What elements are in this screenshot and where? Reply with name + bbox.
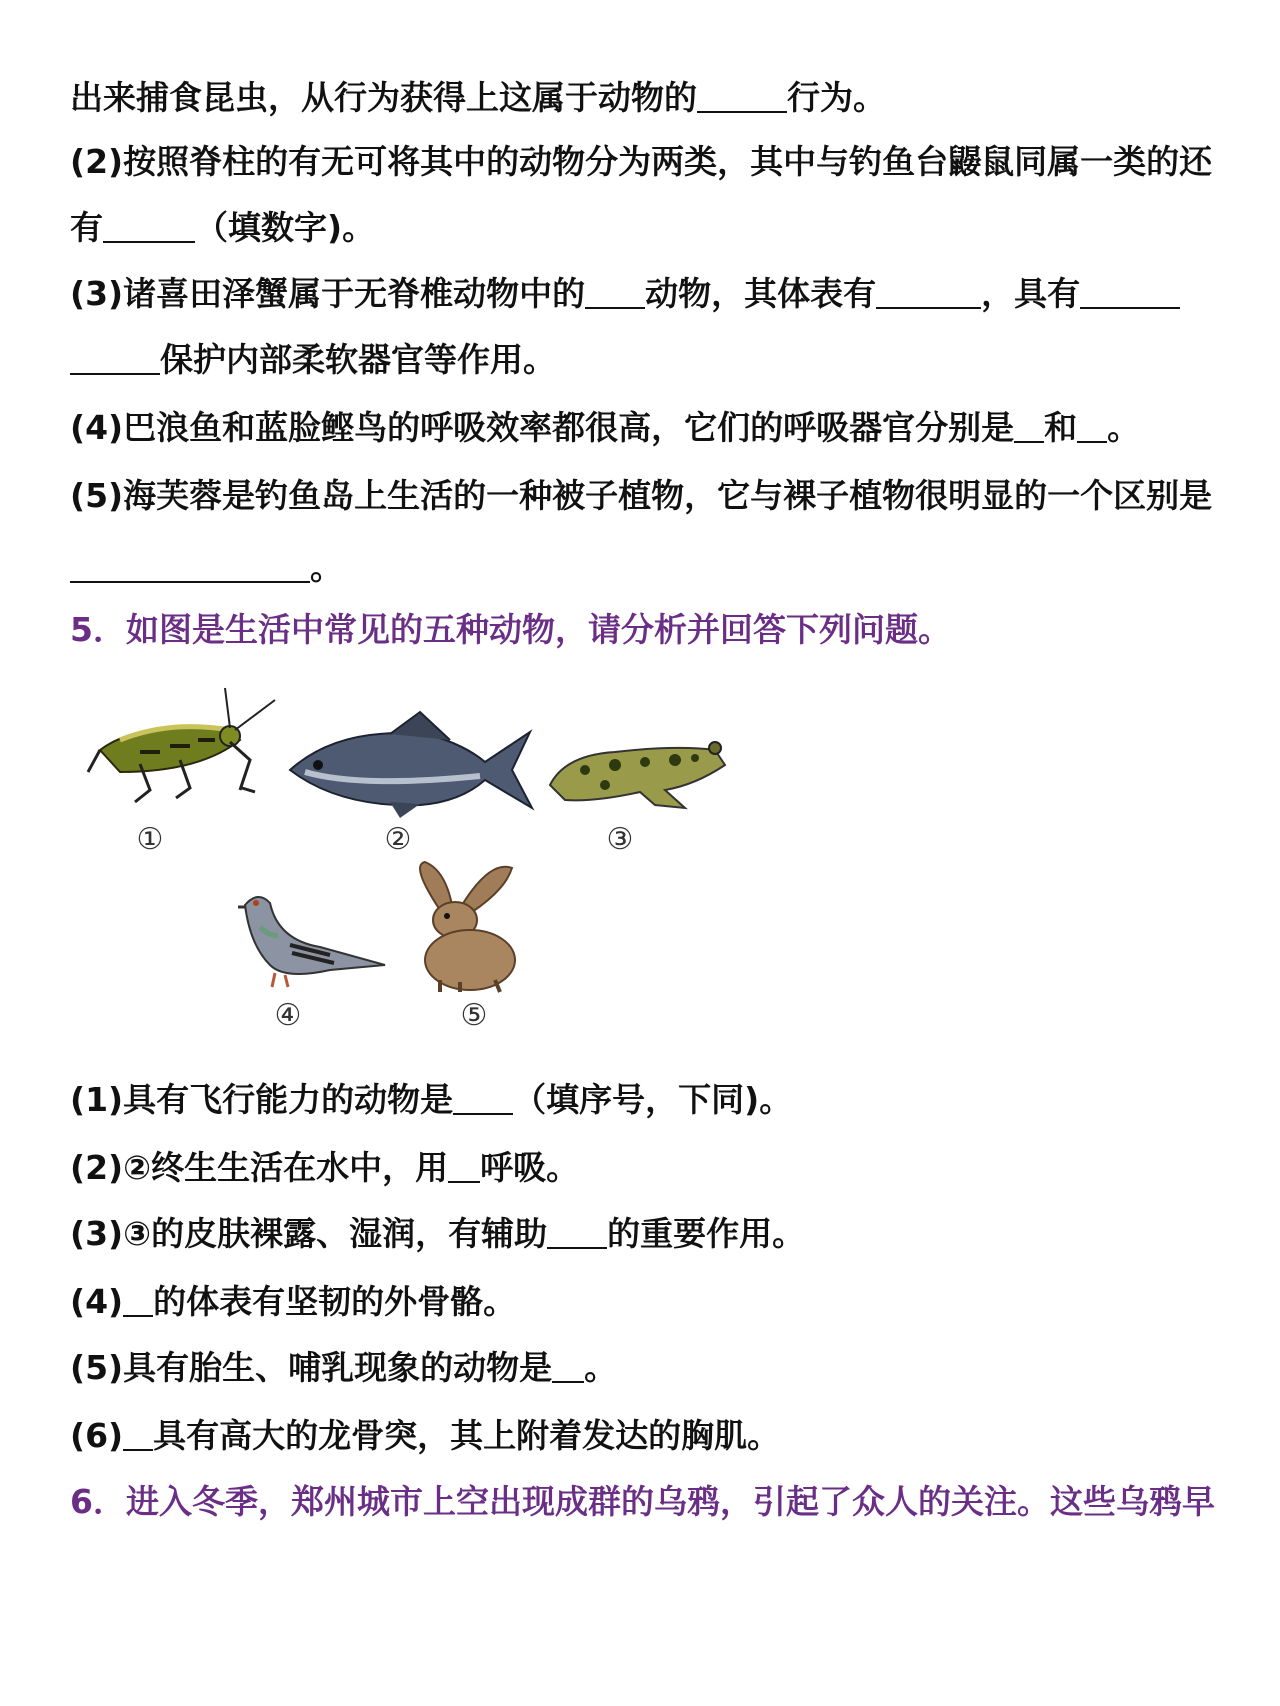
answer-blank[interactable] xyxy=(448,1151,480,1183)
answer-blank[interactable] xyxy=(547,1217,607,1249)
q4-line-1: 出来捕食昆虫，从行为获得上这属于动物的 行为。 xyxy=(70,78,886,117)
answer-blank[interactable] xyxy=(585,277,645,309)
pigeon-image xyxy=(230,885,390,995)
answer-blank[interactable] xyxy=(70,551,310,583)
q5-sub-5: (5)具有胎生、哺乳现象的动物是 。 xyxy=(70,1348,618,1387)
answer-blank[interactable] xyxy=(697,81,787,113)
q4-sub-2-line-2: 有 （填数字)。 xyxy=(70,208,376,247)
q4-sub-3-line-2: 保护内部柔软器官等作用。 xyxy=(70,340,556,380)
answer-blank[interactable] xyxy=(1080,277,1180,309)
q4-sub-4: (4)巴浪鱼和蓝脸鲣鸟的呼吸效率都很高，它们的呼吸器官分别是 和 。 xyxy=(70,408,1141,447)
answer-blank[interactable] xyxy=(1077,411,1107,443)
frog-image xyxy=(545,730,735,815)
q4-sub-5-line-2: 。 xyxy=(70,548,343,588)
answer-blank[interactable] xyxy=(453,1083,513,1115)
rabbit-image xyxy=(400,860,530,995)
grasshopper-image xyxy=(80,680,280,810)
answer-blank[interactable] xyxy=(123,1419,153,1451)
q4-sub-5-line-1: (5)海芙蓉是钓鱼岛上生活的一种被子植物，它与裸子植物很明显的一个区别是 xyxy=(70,476,1213,515)
answer-blank[interactable] xyxy=(70,343,160,375)
label-3: ③ xyxy=(606,822,634,857)
label-1: ① xyxy=(136,822,164,857)
q5-sub-1: (1)具有飞行能力的动物是 （填序号，下同)。 xyxy=(70,1080,793,1119)
question-5-title: 5．如图是生活中常见的五种动物，请分析并回答下列问题。 xyxy=(70,610,951,649)
label-4: ④ xyxy=(274,998,302,1033)
answer-blank[interactable] xyxy=(1014,411,1044,443)
answer-blank[interactable] xyxy=(552,1351,584,1383)
animal-figure xyxy=(80,680,760,1040)
q4-sub-3-line-1: (3)诸喜田泽蟹属于无脊椎动物中的 动物，其体表有 ，具有 xyxy=(70,274,1180,314)
answer-blank[interactable] xyxy=(876,277,981,309)
answer-blank[interactable] xyxy=(123,1285,153,1317)
fish-image xyxy=(280,710,540,820)
q5-sub-2: (2)②终生生活在水中，用 呼吸。 xyxy=(70,1148,580,1187)
q5-sub-6: (6) 具有高大的龙骨突，其上附着发达的胸肌。 xyxy=(70,1416,781,1455)
label-2: ② xyxy=(384,822,412,857)
q5-sub-4: (4) 的体表有坚韧的外骨骼。 xyxy=(70,1282,517,1321)
label-5: ⑤ xyxy=(460,998,488,1033)
q4-sub-2-line-1: (2)按照脊柱的有无可将其中的动物分为两类，其中与钓鱼台鼹鼠同属一类的还 xyxy=(70,142,1213,181)
q5-sub-3: (3)③的皮肤裸露、湿润，有辅助 的重要作用。 xyxy=(70,1214,806,1253)
answer-blank[interactable] xyxy=(103,211,195,243)
question-6-title: 6．进入冬季，郑州城市上空出现成群的乌鸦，引起了众人的关注。这些乌鸦早 xyxy=(70,1482,1215,1521)
